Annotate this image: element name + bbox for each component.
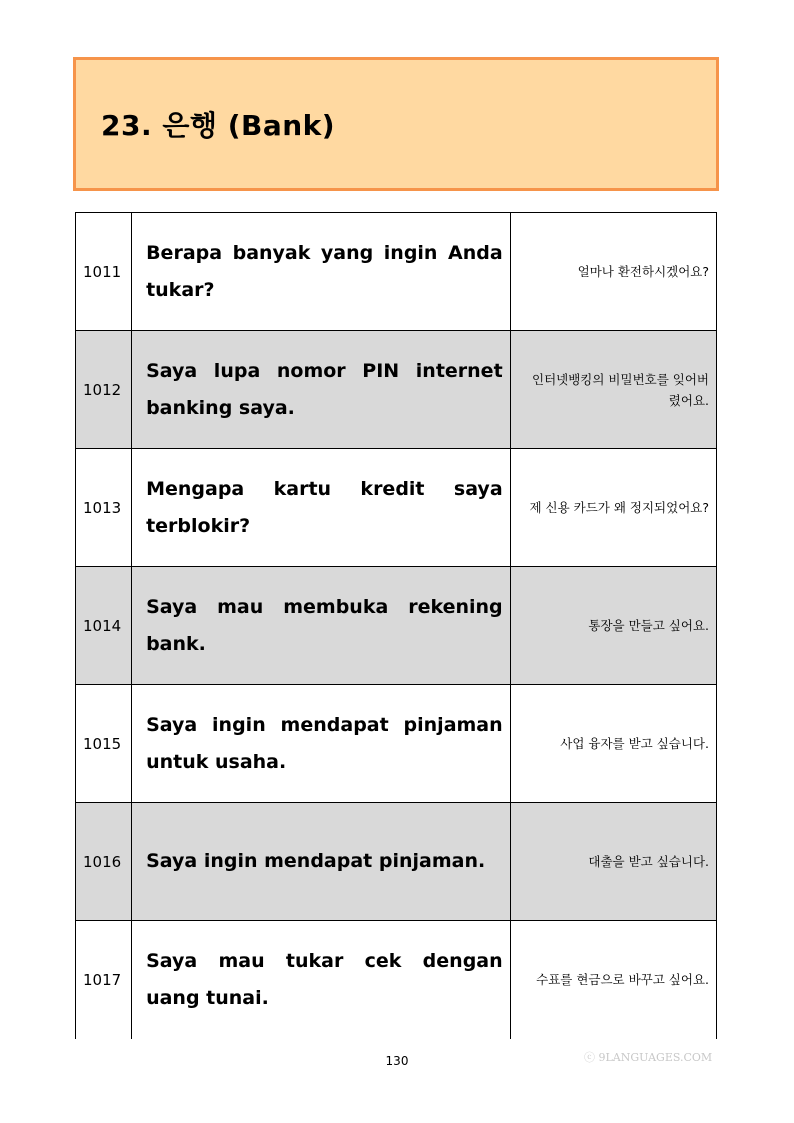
korean-translation: 얼마나 환전하시겠어요? bbox=[510, 213, 716, 331]
phrase-number: 1014 bbox=[76, 567, 132, 685]
table-row bbox=[76, 331, 717, 449]
korean-translation: 수표를 현금으로 바꾸고 싶어요. bbox=[510, 921, 716, 1039]
copyright-watermark: ⓒ 9LANGUAGES.COM bbox=[584, 1051, 713, 1064]
indonesian-phrase: Saya mau tukar cek dengan uang tunai. bbox=[132, 921, 511, 1039]
korean-translation: 대출을 받고 싶습니다. bbox=[510, 803, 716, 921]
section-title-box bbox=[73, 57, 719, 191]
phrase-number: 1017 bbox=[76, 921, 132, 1039]
phrase-number: 1015 bbox=[76, 685, 132, 803]
phrase-number: 1013 bbox=[76, 449, 132, 567]
korean-translation: 인터넷뱅킹의 비밀번호를 잊어버렸어요. bbox=[510, 331, 716, 449]
phrase-number: 1012 bbox=[76, 331, 132, 449]
indonesian-phrase: Saya mau membuka rekening bank. bbox=[132, 567, 511, 685]
phrase-number: 1011 bbox=[76, 213, 132, 331]
table-row bbox=[76, 921, 717, 1039]
indonesian-phrase: Saya lupa nomor PIN internet banking saya. bbox=[132, 331, 511, 449]
page-number: 130 bbox=[385, 1054, 409, 1068]
phrase-number: 1016 bbox=[76, 803, 132, 921]
table-row bbox=[76, 449, 717, 567]
indonesian-phrase: Saya ingin mendapat pinjaman untuk usaha. bbox=[132, 685, 511, 803]
indonesian-phrase: Saya ingin mendapat pinjaman. bbox=[132, 803, 511, 921]
table-row bbox=[76, 567, 717, 685]
korean-translation: 제 신용 카드가 왜 정지되었어요? bbox=[510, 449, 716, 567]
table-row bbox=[76, 685, 717, 803]
table-row bbox=[76, 213, 717, 331]
phrase-table bbox=[75, 212, 717, 1039]
indonesian-phrase: Berapa banyak yang ingin Anda tukar? bbox=[132, 213, 511, 331]
section-title: 23. 은행 (Bank) bbox=[101, 109, 336, 142]
table-row bbox=[76, 803, 717, 921]
korean-translation: 사업 융자를 받고 싶습니다. bbox=[510, 685, 716, 803]
indonesian-phrase: Mengapa kartu kredit saya terblokir? bbox=[132, 449, 511, 567]
korean-translation: 통장을 만들고 싶어요. bbox=[510, 567, 716, 685]
